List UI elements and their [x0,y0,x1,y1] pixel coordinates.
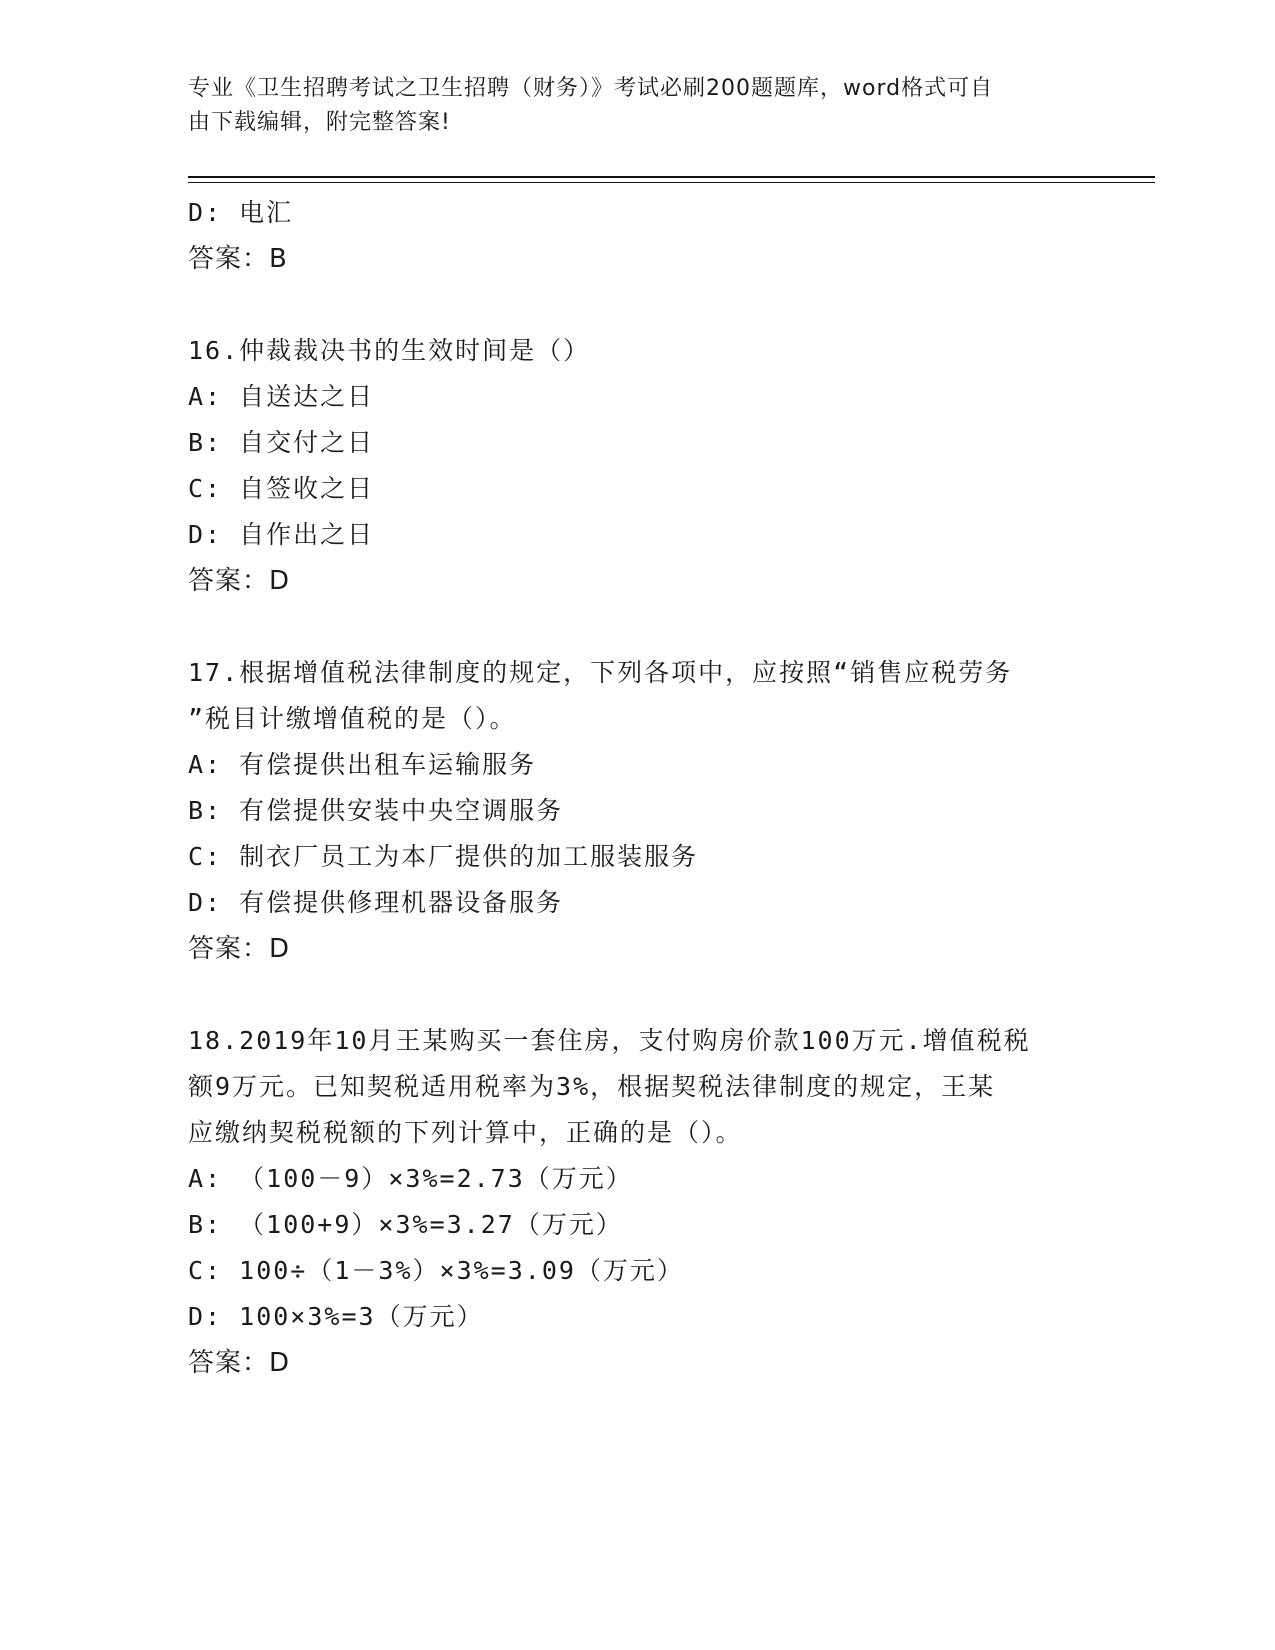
option-a: A: （100－9）×3%=2.73（万元） [188,1164,633,1193]
option-d: D: 100×3%=3（万元） [188,1302,484,1331]
option-c: C: 100÷（1－3%）×3%=3.09（万元） [188,1256,684,1285]
question-block-16 [188,328,1088,604]
option-c: C: 制衣厂员工为本厂提供的加工服装服务 [188,842,699,871]
option-b: B: 有偿提供安装中央空调服务 [188,796,564,825]
header-line-1: 专业《卫生招聘考试之卫生招聘（财务）》考试必刷200题题库，word格式可自 [188,76,994,101]
option-d: D: 有偿提供修理机器设备服务 [188,888,564,917]
question-stem-line-1: 17.根据增值税法律制度的规定，下列各项中，应按照“销售应税劳务 [188,658,1013,687]
option-d: D: 电汇 [188,198,294,227]
question-list [188,190,1088,1386]
answer-label: 答案：D [188,934,291,964]
question-block-prev [188,190,1088,282]
question-block-18 [188,1018,1088,1386]
answer-label: 答案：D [188,566,291,596]
option-b: B: 自交付之日 [188,428,375,457]
spacer [188,972,1088,1018]
option-a: A: 自送达之日 [188,382,375,411]
question-stem-line-2: ”税目计缴增值税的是（）。 [188,704,517,733]
option-c: C: 自签收之日 [188,474,375,503]
question-block-17 [188,650,1088,972]
answer-label: 答案：D [188,1348,291,1378]
answer-label: 答案：B [188,244,288,274]
header-divider-thin [188,182,1155,183]
question-stem-line-3: 应缴纳契税税额的下列计算中，正确的是（）。 [188,1118,743,1147]
question-stem-line-2: 额9万元。已知契税适用税率为3%，根据契税法律制度的规定，王某 [188,1072,996,1101]
option-b: B: （100+9）×3%=3.27（万元） [188,1210,623,1239]
spacer [188,282,1088,328]
spacer [188,604,1088,650]
option-a: A: 有偿提供出租车运输服务 [188,750,537,779]
question-stem-line-1: 18.2019年10月王某购买一套住房，支付购房价款100万元.增值税税 [188,1026,1031,1055]
header-line-2: 由下载编辑，附完整答案! [188,110,451,135]
header-divider-thick [188,176,1155,178]
question-stem: 16.仲裁裁决书的生效时间是（） [188,336,591,365]
option-d: D: 自作出之日 [188,520,375,549]
document-header [188,72,1088,140]
